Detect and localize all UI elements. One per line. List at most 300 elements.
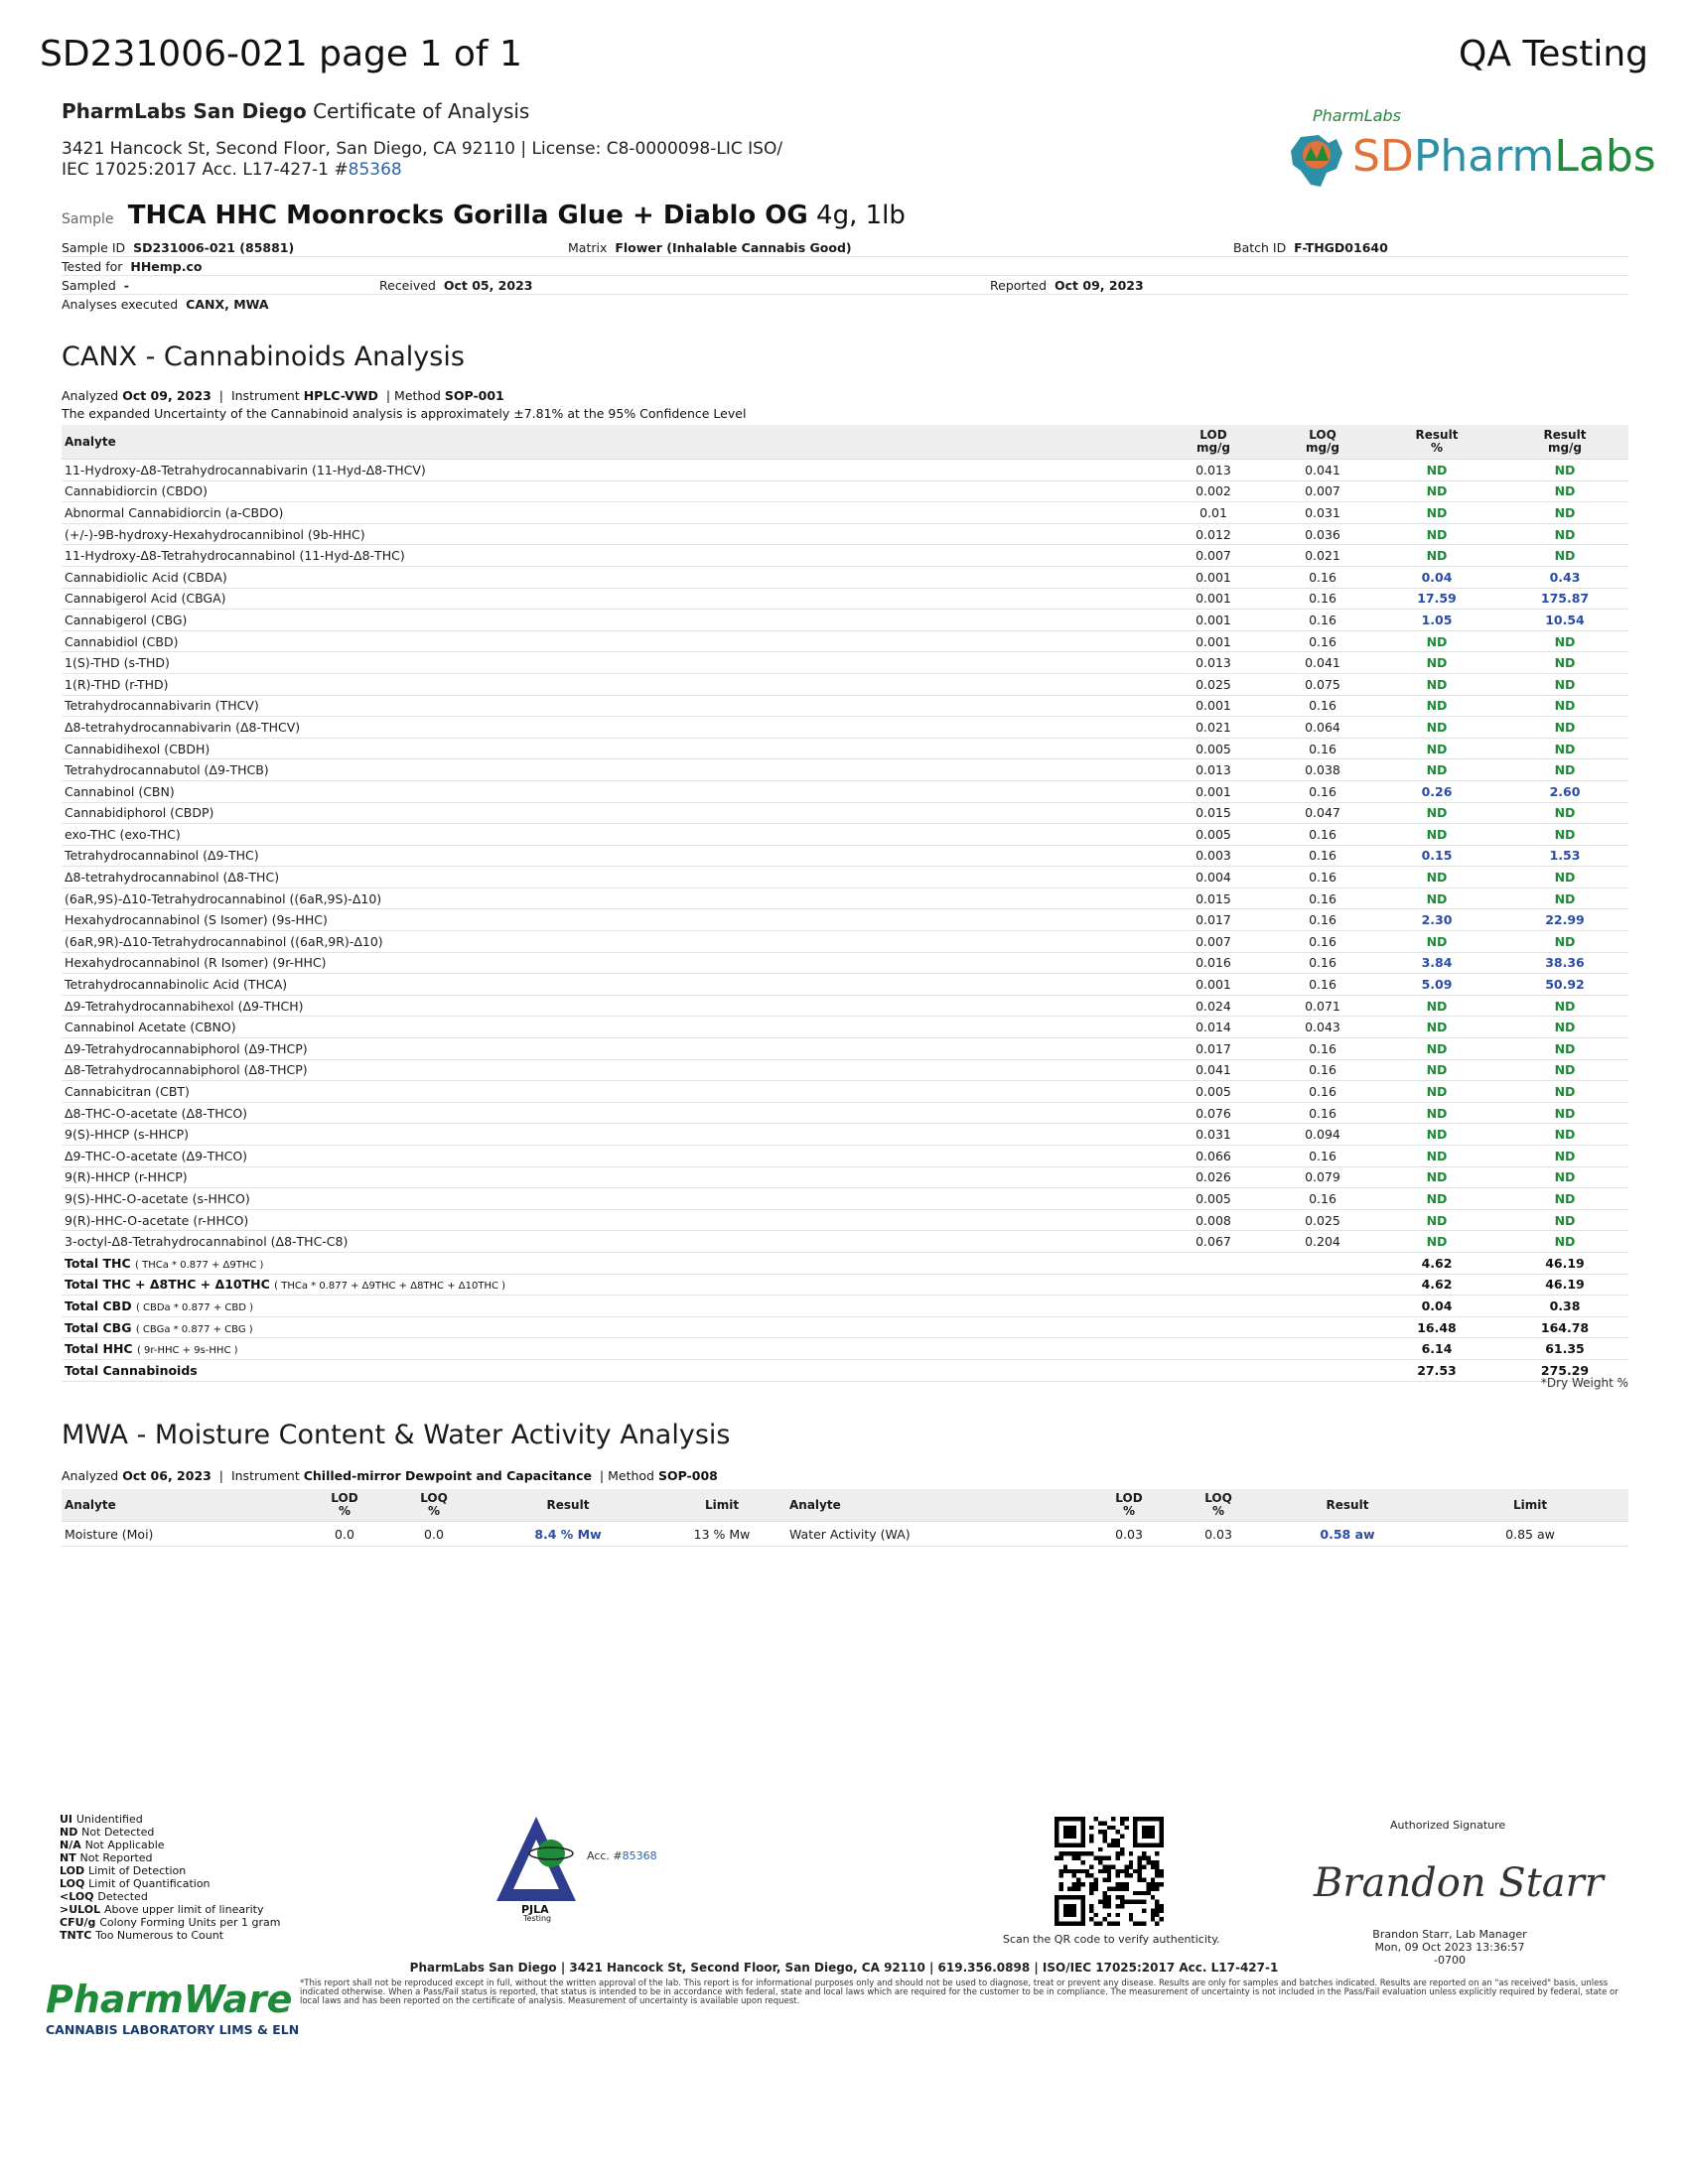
result-mg: ND xyxy=(1501,738,1628,759)
legend-item: LOQ Limit of Quantification xyxy=(60,1877,211,1890)
analyte-name: Hexahydrocannabinol (S Isomer) (9s-HHC) xyxy=(62,909,1154,931)
result-mg: ND xyxy=(1501,1209,1628,1231)
table-row xyxy=(62,780,1628,802)
mwa-col-loq-2: LOQ % xyxy=(1174,1489,1263,1522)
result-percent: ND xyxy=(1372,480,1501,502)
pharmware-wordmark: PharmWare xyxy=(46,1978,293,2021)
logo-pharm: Pharm xyxy=(1413,131,1555,182)
col-loq: LOQ mg/g xyxy=(1273,425,1372,460)
result-percent: ND xyxy=(1372,1209,1501,1231)
result-percent: 17.59 xyxy=(1372,588,1501,610)
analyte-name: Cannabidiol (CBD) xyxy=(62,630,1154,652)
pharmware-logo xyxy=(46,1971,300,2050)
meta-row-2 xyxy=(62,257,1628,276)
result-mg: 22.99 xyxy=(1501,909,1628,931)
loq-value: 0.007 xyxy=(1273,480,1372,502)
analyte-name: Abnormal Cannabidiorcin (a-CBDO) xyxy=(62,502,1154,524)
loq-value: 0.16 xyxy=(1273,1038,1372,1060)
cannabinoids-table xyxy=(62,425,1628,1382)
loq-value: 0.16 xyxy=(1273,780,1372,802)
result-percent: 0.04 xyxy=(1372,566,1501,588)
total-label: Total CBG xyxy=(65,1319,136,1335)
canx-title: CANX - Cannabinoids Analysis xyxy=(62,341,465,372)
result-mg: ND xyxy=(1501,887,1628,909)
loq-value: 0.16 xyxy=(1273,1146,1372,1167)
mwa-col-analyte: Analyte xyxy=(62,1489,300,1522)
lod-value: 0.012 xyxy=(1154,523,1273,545)
loq-value: 0.041 xyxy=(1273,652,1372,674)
total-lod xyxy=(1154,1359,1273,1381)
legend-item: ND Not Detected xyxy=(60,1826,155,1839)
result-percent: ND xyxy=(1372,1146,1501,1167)
lod-value: 0.001 xyxy=(1154,974,1273,996)
table-row xyxy=(62,909,1628,931)
result-mg: ND xyxy=(1501,460,1628,481)
legend-item: >ULOL Above upper limit of linearity xyxy=(60,1903,264,1916)
analyte-name: 9(R)-HHCP (r-HHCP) xyxy=(62,1166,1154,1188)
result-mg: ND xyxy=(1501,931,1628,953)
mwa-col-result: Result xyxy=(479,1489,657,1522)
table-row xyxy=(62,717,1628,739)
result-percent: ND xyxy=(1372,1231,1501,1253)
total-loq xyxy=(1273,1252,1372,1274)
legend-item: NT Not Reported xyxy=(60,1851,153,1864)
matrix-field: Matrix Flower (Inhalable Cannabis Good) xyxy=(568,240,852,255)
lod-value: 0.016 xyxy=(1154,952,1273,974)
lod-value: 0.003 xyxy=(1154,845,1273,867)
result-percent: ND xyxy=(1372,673,1501,695)
analyte-name: 3-octyl-Δ8-Tetrahydrocannabinol (Δ8-THC-C8) xyxy=(62,1231,1154,1253)
lod-value: 0.004 xyxy=(1154,867,1273,888)
loq-value: 0.036 xyxy=(1273,523,1372,545)
result-mg: 0.43 xyxy=(1501,566,1628,588)
result-percent: ND xyxy=(1372,738,1501,759)
logo-wordmark xyxy=(1352,131,1656,182)
lod-value: 0.001 xyxy=(1154,610,1273,631)
pjla-name: PJLA xyxy=(521,1903,549,1916)
total-mg: 0.38 xyxy=(1501,1296,1628,1317)
moisture-table xyxy=(62,1489,1628,1547)
analyte-name: Δ8-Tetrahydrocannabiphorol (Δ8-THCP) xyxy=(62,1059,1154,1081)
table-row xyxy=(62,523,1628,545)
total-mg: 164.78 xyxy=(1501,1316,1628,1338)
analyte-name: 11-Hydroxy-Δ8-Tetrahydrocannabivarin (11-Hyd-Δ8-THCV) xyxy=(62,460,1154,481)
analyte-name: Cannabinol Acetate (CBNO) xyxy=(62,1017,1154,1038)
result-percent: ND xyxy=(1372,931,1501,953)
total-row xyxy=(62,1252,1628,1274)
pharmware-tagline: CANNABIS LABORATORY LIMS & ELN xyxy=(46,2022,300,2037)
lod-value: 0.041 xyxy=(1154,1059,1273,1081)
reported-field: Reported Oct 09, 2023 xyxy=(990,278,1144,293)
result-mg: ND xyxy=(1501,802,1628,824)
total-row xyxy=(62,1316,1628,1338)
logo-labs: Labs xyxy=(1554,131,1656,182)
total-formula: ( CBGa * 0.877 + CBG ) xyxy=(135,1323,253,1335)
total-mg: 61.35 xyxy=(1501,1338,1628,1360)
loq-value: 0.16 xyxy=(1273,610,1372,631)
analyte-name: Cannabidiphorol (CBDP) xyxy=(62,802,1154,824)
result-percent: ND xyxy=(1372,867,1501,888)
result-mg: ND xyxy=(1501,824,1628,846)
analyte-name: exo-THC (exo-THC) xyxy=(62,824,1154,846)
result-mg: ND xyxy=(1501,759,1628,781)
result-mg: ND xyxy=(1501,1059,1628,1081)
col-result-mg: Result mg/g xyxy=(1501,425,1628,460)
lod-value: 0.013 xyxy=(1154,460,1273,481)
total-loq xyxy=(1273,1359,1372,1381)
loq-value: 0.16 xyxy=(1273,974,1372,996)
table-row xyxy=(62,974,1628,996)
total-row xyxy=(62,1296,1628,1317)
result-mg: ND xyxy=(1501,673,1628,695)
analyte-name: Cannabigerol (CBG) xyxy=(62,610,1154,631)
analyte-name: Δ9-THC-O-acetate (Δ9-THCO) xyxy=(62,1146,1154,1167)
total-loq xyxy=(1273,1274,1372,1296)
analyte-name: Δ9-Tetrahydrocannabiphorol (Δ9-THCP) xyxy=(62,1038,1154,1060)
lod-value: 0.017 xyxy=(1154,1038,1273,1060)
result-mg: ND xyxy=(1501,502,1628,524)
table-row xyxy=(62,566,1628,588)
total-label: Total CBD xyxy=(65,1297,136,1313)
analyte-name: 9(S)-HHCP (s-HHCP) xyxy=(62,1124,1154,1146)
accreditation-link[interactable]: 85368 xyxy=(348,160,402,180)
total-lod xyxy=(1154,1316,1273,1338)
table-row xyxy=(62,502,1628,524)
result-percent: ND xyxy=(1372,695,1501,717)
total-formula: ( THCa * 0.877 + Δ9THC + Δ8THC + Δ10THC ) xyxy=(274,1281,506,1293)
total-name xyxy=(62,1316,1154,1338)
result-percent: ND xyxy=(1372,802,1501,824)
lod-value: 0.007 xyxy=(1154,931,1273,953)
total-row xyxy=(62,1338,1628,1360)
handwritten-signature xyxy=(1306,1848,1604,1918)
lod-value: 0.015 xyxy=(1154,802,1273,824)
qa-testing-label: QA Testing xyxy=(1459,34,1648,74)
result-mg: ND xyxy=(1501,1038,1628,1060)
total-loq xyxy=(1273,1316,1372,1338)
result-mg: ND xyxy=(1501,652,1628,674)
water-activity-limit: 0.85 aw xyxy=(1432,1522,1628,1547)
loq-value: 0.047 xyxy=(1273,802,1372,824)
total-lod xyxy=(1154,1296,1273,1317)
loq-value: 0.038 xyxy=(1273,759,1372,781)
result-mg: 38.36 xyxy=(1501,952,1628,974)
table-row xyxy=(62,1102,1628,1124)
dry-weight-note: *Dry Weight % xyxy=(1540,1376,1628,1390)
analyte-name: Tetrahydrocannabinolic Acid (THCA) xyxy=(62,974,1154,996)
result-percent: 2.30 xyxy=(1372,909,1501,931)
mwa-col-loq: LOQ % xyxy=(389,1489,479,1522)
analyte-name: Cannabidihexol (CBDH) xyxy=(62,738,1154,759)
total-percent: 0.04 xyxy=(1372,1296,1501,1317)
lab-title-line xyxy=(62,99,529,123)
result-percent: 3.84 xyxy=(1372,952,1501,974)
lod-value: 0.005 xyxy=(1154,1081,1273,1103)
total-percent: 16.48 xyxy=(1372,1316,1501,1338)
sample-id-field: Sample ID SD231006-021 (85881) xyxy=(62,240,295,255)
result-percent: ND xyxy=(1372,545,1501,567)
mwa-col-limit-2: Limit xyxy=(1432,1489,1628,1522)
loq-value: 0.16 xyxy=(1273,909,1372,931)
result-mg: ND xyxy=(1501,717,1628,739)
batch-field: Batch ID F-THGD01640 xyxy=(1233,240,1388,255)
address-line-1: 3421 Hancock St, Second Floor, San Diego, CA 92110 | License: C8-0000098-LIC ISO/ xyxy=(62,139,783,159)
mwa-col-result-2: Result xyxy=(1263,1489,1432,1522)
total-percent: 4.62 xyxy=(1372,1252,1501,1274)
total-lod xyxy=(1154,1252,1273,1274)
qr-code[interactable] xyxy=(1055,1817,1164,1926)
total-lod xyxy=(1154,1274,1273,1296)
lod-value: 0.026 xyxy=(1154,1166,1273,1188)
total-label: Total HHC xyxy=(65,1341,137,1357)
loq-value: 0.041 xyxy=(1273,460,1372,481)
analyte-name: Tetrahydrocannabivarin (THCV) xyxy=(62,695,1154,717)
canx-uncertainty: The expanded Uncertainty of the Cannabinoid analysis is approximately ±7.81% at the 95% Confidence Level xyxy=(62,406,747,421)
mwa-analysis-info: Analyzed Oct 06, 2023 | Instrument Chilled-mirror Dewpoint and Capacitance | Method SOP-008 xyxy=(62,1468,718,1483)
result-percent: 1.05 xyxy=(1372,610,1501,631)
signature-label: Authorized Signature xyxy=(1390,1819,1506,1832)
total-label: Total THC + Δ8THC + Δ10THC xyxy=(65,1277,275,1293)
table-row xyxy=(62,480,1628,502)
lod-value: 0.021 xyxy=(1154,717,1273,739)
logo-sd: SD xyxy=(1352,131,1414,182)
result-mg: ND xyxy=(1501,630,1628,652)
lod-value: 0.002 xyxy=(1154,480,1273,502)
result-mg: ND xyxy=(1501,995,1628,1017)
lod-value: 0.005 xyxy=(1154,738,1273,759)
table-row xyxy=(62,652,1628,674)
table-row xyxy=(62,1146,1628,1167)
result-percent: ND xyxy=(1372,824,1501,846)
analyte-name: (+/-)-9B-hydroxy-Hexahydrocannibinol (9b-HHC) xyxy=(62,523,1154,545)
loq-value: 0.16 xyxy=(1273,1059,1372,1081)
total-name xyxy=(62,1274,1154,1296)
analyses-field: Analyses executed CANX, MWA xyxy=(62,297,269,312)
lod-value: 0.076 xyxy=(1154,1102,1273,1124)
mwa-col-lod-2: LOD % xyxy=(1084,1489,1174,1522)
svg-text:Brandon Starr: Brandon Starr xyxy=(1314,1860,1604,1906)
result-percent: 0.15 xyxy=(1372,845,1501,867)
table-row xyxy=(62,845,1628,867)
mwa-col-lod: LOD % xyxy=(300,1489,389,1522)
sampled-field: Sampled - xyxy=(62,278,129,293)
col-analyte: Analyte xyxy=(62,425,1154,460)
analyte-name: Cannabicitran (CBT) xyxy=(62,1081,1154,1103)
result-percent: ND xyxy=(1372,1124,1501,1146)
lod-value: 0.007 xyxy=(1154,545,1273,567)
legend-item: TNTC Too Numerous to Count xyxy=(60,1929,224,1942)
result-percent: ND xyxy=(1372,995,1501,1017)
col-lod: LOD mg/g xyxy=(1154,425,1273,460)
document-id: SD231006-021 page 1 of 1 xyxy=(40,34,522,74)
table-row xyxy=(62,1231,1628,1253)
water-activity-lod: 0.03 xyxy=(1084,1522,1174,1547)
pjla-accreditation-mark xyxy=(492,1812,670,1921)
table-row xyxy=(62,1209,1628,1231)
total-name xyxy=(62,1296,1154,1317)
sample-meta xyxy=(62,238,1628,313)
analyte-name: Δ8-THC-O-acetate (Δ8-THCO) xyxy=(62,1102,1154,1124)
canx-analysis-info: Analyzed Oct 09, 2023 | Instrument HPLC-VWD | Method SOP-001 xyxy=(62,388,504,403)
abbreviation-legend xyxy=(60,1813,281,1942)
water-activity-result: 0.58 aw xyxy=(1263,1522,1432,1547)
loq-value: 0.16 xyxy=(1273,588,1372,610)
loq-value: 0.075 xyxy=(1273,673,1372,695)
table-row xyxy=(62,1124,1628,1146)
result-percent: ND xyxy=(1372,717,1501,739)
sample-label: Sample xyxy=(62,211,114,227)
moisture-limit: 13 % Mw xyxy=(657,1522,786,1547)
table-row xyxy=(62,460,1628,481)
coa-title: Certificate of Analysis xyxy=(313,99,530,123)
loq-value: 0.025 xyxy=(1273,1209,1372,1231)
meta-row-3 xyxy=(62,276,1628,295)
table-row xyxy=(62,952,1628,974)
sun-icon xyxy=(1303,141,1331,169)
lod-value: 0.013 xyxy=(1154,652,1273,674)
moisture-loq: 0.0 xyxy=(389,1522,479,1547)
loq-value: 0.079 xyxy=(1273,1166,1372,1188)
table-row xyxy=(62,1188,1628,1210)
analyte-name: (6aR,9R)-Δ10-Tetrahydrocannabinol ((6aR,9R)-Δ10) xyxy=(62,931,1154,953)
analyte-name: Tetrahydrocannabinol (Δ9-THC) xyxy=(62,845,1154,867)
lod-value: 0.001 xyxy=(1154,588,1273,610)
analyte-name: 9(R)-HHC-O-acetate (r-HHCO) xyxy=(62,1209,1154,1231)
table-row xyxy=(62,738,1628,759)
table-row xyxy=(62,1081,1628,1103)
loq-value: 0.16 xyxy=(1273,695,1372,717)
total-name xyxy=(62,1359,1154,1381)
result-percent: ND xyxy=(1372,1081,1501,1103)
result-percent: ND xyxy=(1372,1017,1501,1038)
loq-value: 0.16 xyxy=(1273,931,1372,953)
loq-value: 0.16 xyxy=(1273,1081,1372,1103)
sample-size: 4g, 1lb xyxy=(816,201,906,230)
result-mg: 175.87 xyxy=(1501,588,1628,610)
meta-row-4 xyxy=(62,295,1628,313)
total-row xyxy=(62,1274,1628,1296)
loq-value: 0.094 xyxy=(1273,1124,1372,1146)
total-percent: 27.53 xyxy=(1372,1359,1501,1381)
lab-name: PharmLabs San Diego xyxy=(62,99,307,123)
lod-value: 0.067 xyxy=(1154,1231,1273,1253)
loq-value: 0.16 xyxy=(1273,566,1372,588)
sdpharmlabs-logo xyxy=(1271,99,1656,199)
footer-address: PharmLabs San Diego | 3421 Hancock St, Second Floor, San Diego, CA 92110 | 619.356.0898 | ISO/IEC 17025:2017 Acc. L17-427-1 xyxy=(409,1961,1279,1975)
loq-value: 0.16 xyxy=(1273,1188,1372,1210)
result-percent: ND xyxy=(1372,460,1501,481)
total-loq xyxy=(1273,1338,1372,1360)
address-line-2 xyxy=(62,160,816,181)
lod-value: 0.017 xyxy=(1154,909,1273,931)
result-mg: ND xyxy=(1501,545,1628,567)
moisture-header-row xyxy=(62,1489,1628,1522)
legend-item: CFU/g Colony Forming Units per 1 gram xyxy=(60,1916,281,1929)
sample-name: THCA HHC Moonrocks Gorilla Glue + Diablo OG xyxy=(127,201,808,230)
lod-value: 0.001 xyxy=(1154,566,1273,588)
lod-value: 0.01 xyxy=(1154,502,1273,524)
total-mg: 275.29 xyxy=(1501,1359,1628,1381)
total-formula: ( THCa * 0.877 + Δ9THC ) xyxy=(135,1259,264,1271)
table-row xyxy=(62,1059,1628,1081)
table-row xyxy=(62,1166,1628,1188)
globe-icon xyxy=(537,1840,565,1867)
analyte-name: Δ9-Tetrahydrocannabihexol (Δ9-THCH) xyxy=(62,995,1154,1017)
result-mg: 10.54 xyxy=(1501,610,1628,631)
result-mg: 1.53 xyxy=(1501,845,1628,867)
moisture-result: 8.4 % Mw xyxy=(479,1522,657,1547)
result-mg: ND xyxy=(1501,480,1628,502)
result-percent: ND xyxy=(1372,1059,1501,1081)
result-mg: ND xyxy=(1501,1017,1628,1038)
legend-item: UI Unidentified xyxy=(60,1813,143,1826)
analyte-name: Cannabinol (CBN) xyxy=(62,780,1154,802)
table-row xyxy=(62,545,1628,567)
result-percent: ND xyxy=(1372,1188,1501,1210)
table-row xyxy=(62,1017,1628,1038)
loq-value: 0.16 xyxy=(1273,630,1372,652)
water-activity-loq: 0.03 xyxy=(1174,1522,1263,1547)
result-percent: ND xyxy=(1372,759,1501,781)
mwa-col-analyte-2: Analyte xyxy=(786,1489,1084,1522)
disclaimer: *This report shall not be reproduced except in full, without the written approval of the lab. This report is for informational purposes only and should not be used to diagnose, treat or prevent any disease. Results are only for samples and batches indicated. Results are reported on an "as received" basis, unless indicated otherwise. When a Pass/Fail status is reported, that status is intended to be in accordance with federal, state and local laws which are required for the customer to be in compliance. The measurement of uncertainty is not included in the Pass/Fail evaluation unless explicitly required by federal, state or local laws and has been reported on the certificate of analysis. Measurement of uncertainty is available upon request. xyxy=(300,1979,1618,2006)
result-mg: ND xyxy=(1501,1146,1628,1167)
total-loq xyxy=(1273,1296,1372,1317)
table-row xyxy=(62,695,1628,717)
total-mg: 46.19 xyxy=(1501,1252,1628,1274)
result-percent: 0.26 xyxy=(1372,780,1501,802)
table-row xyxy=(62,759,1628,781)
total-lod xyxy=(1154,1338,1273,1360)
analyte-name: 9(S)-HHC-O-acetate (s-HHCO) xyxy=(62,1188,1154,1210)
lod-value: 0.001 xyxy=(1154,630,1273,652)
lod-value: 0.014 xyxy=(1154,1017,1273,1038)
legend-item: LOD Limit of Detection xyxy=(60,1864,187,1877)
signature-date: Mon, 09 Oct 2023 13:36:57 -0700 xyxy=(1374,1941,1525,1967)
table-row xyxy=(62,630,1628,652)
received-field: Received Oct 05, 2023 xyxy=(379,278,533,293)
address-line-2-text: IEC 17025:2017 Acc. L17-427-1 # xyxy=(62,160,349,180)
lod-value: 0.005 xyxy=(1154,1188,1273,1210)
water-activity-analyte: Water Activity (WA) xyxy=(786,1522,1084,1547)
lab-address xyxy=(62,139,816,181)
lod-value: 0.001 xyxy=(1154,780,1273,802)
analyte-name: Hexahydrocannabinol (R Isomer) (9r-HHC) xyxy=(62,952,1154,974)
mwa-title: MWA - Moisture Content & Water Activity Analysis xyxy=(62,1420,731,1450)
table-row xyxy=(62,887,1628,909)
analyte-name: 1(S)-THD (s-THD) xyxy=(62,652,1154,674)
result-mg: ND xyxy=(1501,1124,1628,1146)
total-name xyxy=(62,1252,1154,1274)
result-percent: ND xyxy=(1372,1166,1501,1188)
loq-value: 0.16 xyxy=(1273,867,1372,888)
total-percent: 4.62 xyxy=(1372,1274,1501,1296)
analyte-name: Cannabidiorcin (CBDO) xyxy=(62,480,1154,502)
analyte-name: Δ8-tetrahydrocannabivarin (Δ8-THCV) xyxy=(62,717,1154,739)
result-mg: ND xyxy=(1501,1166,1628,1188)
result-mg: ND xyxy=(1501,695,1628,717)
meta-row-1 xyxy=(62,238,1628,257)
table-row xyxy=(62,1038,1628,1060)
total-label: Total Cannabinoids xyxy=(65,1362,198,1378)
result-percent: ND xyxy=(1372,630,1501,652)
loq-value: 0.021 xyxy=(1273,545,1372,567)
table-row xyxy=(62,931,1628,953)
table-row xyxy=(62,995,1628,1017)
moisture-row xyxy=(62,1522,1628,1547)
total-formula: ( 9r-HHC + 9s-HHC ) xyxy=(136,1345,238,1357)
result-percent: ND xyxy=(1372,523,1501,545)
